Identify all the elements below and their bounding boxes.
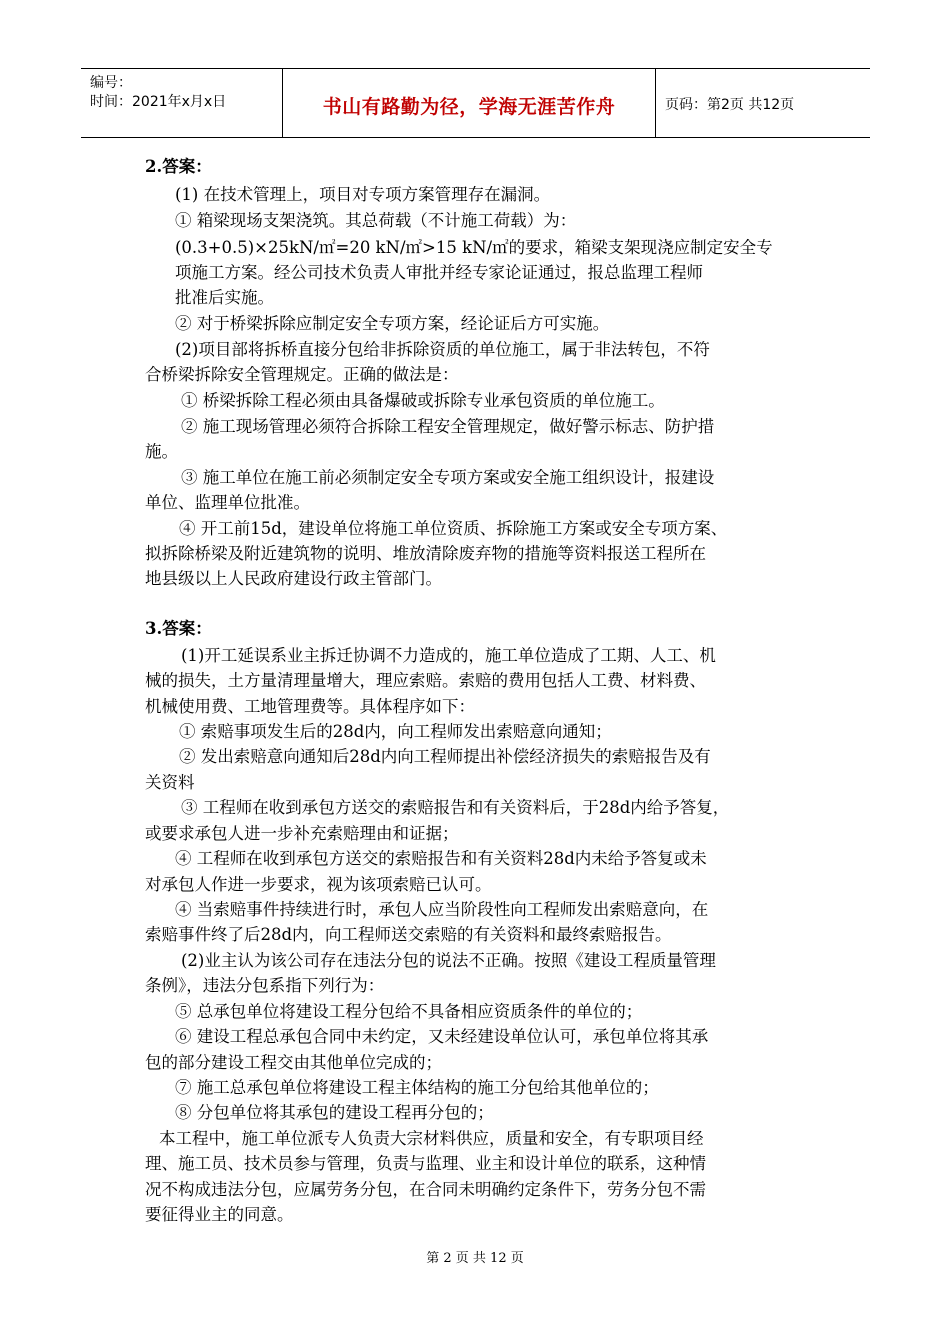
paragraph-line: 施。 xyxy=(145,442,178,461)
paragraph-line: (1)开工延误系业主拆迁协调不力造成的，施工单位造成了工期、人工、机 xyxy=(181,646,716,665)
paragraph-line: 索赔事件终了后28d内，向工程师送交索赔的有关资料和最终索赔报告。 xyxy=(145,925,672,944)
page-code: 页码：第2页 共12页 xyxy=(665,97,795,113)
header-motto-cell xyxy=(282,69,656,137)
section-heading: 2.答案： xyxy=(145,157,212,176)
paragraph-line: 械的损失，土方量清理量增大，理应索赔。索赔的费用包括人工费、材料费、 xyxy=(145,671,706,690)
paragraph-line: ① 箱梁现场支架浇筑。其总荷载（不计施工荷载）为： xyxy=(175,211,577,230)
paragraph-line: (2)业主认为该公司存在违法分包的说法不正确。按照《建设工程质量管理 xyxy=(181,951,716,970)
paragraph-line: (1) 在技术管理上，项目对专项方案管理存在漏洞。 xyxy=(175,185,551,204)
paragraph-line: 单位、监理单位批准。 xyxy=(145,493,310,512)
paragraph-line: ② 发出索赔意向通知后28d内向工程师提出补偿经济损失的索赔报告及有 xyxy=(179,747,711,766)
paragraph-line: 项施工方案。经公司技术负责人审批并经专家论证通过，报总监理工程师 xyxy=(175,263,703,282)
paragraph-line: 或要求承包人进一步补充索赔理由和证据； xyxy=(145,824,459,843)
paragraph-line: ③ 施工单位在施工前必须制定安全专项方案或安全施工组织设计，报建设 xyxy=(181,468,715,487)
paragraph-line: ⑤ 总承包单位将建设工程分包给不具备相应资质条件的单位的； xyxy=(175,1002,643,1021)
section-heading: 3.答案： xyxy=(145,619,212,638)
paragraph-line: 理、施工员、技术员参与管理，负责与监理、业主和设计单位的联系，这种情 xyxy=(145,1154,706,1173)
paragraph-line: 对承包人作进一步要求，视为该项索赔已认可。 xyxy=(145,875,492,894)
paragraph-line: ① 桥梁拆除工程必须由具备爆破或拆除专业承包资质的单位施工。 xyxy=(181,391,665,410)
serial-label: 编号： xyxy=(90,75,132,91)
paragraph-line: ⑧ 分包单位将其承包的建设工程再分包的； xyxy=(175,1103,494,1122)
paragraph-line: 包的部分建设工程交由其他单位完成的； xyxy=(145,1053,442,1072)
paragraph-line: 条例》，违法分包系指下列行为： xyxy=(145,976,385,995)
motto: 书山有路勤为径，学海无涯苦作舟 xyxy=(322,96,616,118)
header-page-cell xyxy=(655,69,870,137)
paragraph-line: 合桥梁拆除安全管理规定。正确的做法是： xyxy=(145,365,459,384)
paragraph-line: 地县级以上人民政府建设行政主管部门。 xyxy=(145,569,442,588)
paragraph-line: ⑥ 建设工程总承包合同中未约定，又未经建设单位认可，承包单位将其承 xyxy=(175,1027,709,1046)
time-label: 时间：2021年x月x日 xyxy=(90,94,227,110)
paragraph-line: ② 对于桥梁拆除应制定安全专项方案，经论证后方可实施。 xyxy=(175,314,610,333)
paragraph-line: ③ 工程师在收到承包方送交的索赔报告和有关资料后，于28d内给予答复， xyxy=(181,798,730,817)
paragraph-line: 批准后实施。 xyxy=(175,288,274,307)
paragraph-line: 况不构成违法分包，应属劳务分包，在合同未明确约定条件下，劳务分包不需 xyxy=(145,1180,706,1199)
paragraph-line: 拟拆除桥梁及附近建筑物的说明、堆放清除废弃物的措施等资料报送工程所在 xyxy=(145,544,706,563)
page-header xyxy=(81,68,870,138)
paragraph-line: 要征得业主的同意。 xyxy=(145,1205,294,1224)
paragraph-line: ④ 当索赔事件持续进行时，承包人应当阶段性向工程师发出索赔意向，在 xyxy=(175,900,709,919)
paragraph-line: 本工程中，施工单位派专人负责大宗材料供应，质量和安全，有专职项目经 xyxy=(159,1129,704,1148)
paragraph-line: 机械使用费、工地管理费等。具体程序如下： xyxy=(145,697,475,716)
paragraph-line: ① 索赔事项发生后的28d内，向工程师发出索赔意向通知； xyxy=(179,722,612,741)
paragraph-line: ② 施工现场管理必须符合拆除工程安全管理规定，做好警示标志、防护措 xyxy=(181,417,715,436)
page-footer: 第 2 页 共 12 页 xyxy=(426,1251,524,1266)
paragraph-line: 关资料 xyxy=(145,773,195,792)
paragraph-line: ④ 工程师在收到承包方送交的索赔报告和有关资料28d内未给予答复或未 xyxy=(175,849,707,868)
paragraph-line: ④ 开工前15d，建设单位将施工单位资质、拆除施工方案或安全专项方案、 xyxy=(179,519,728,538)
paragraph-line: ⑦ 施工总承包单位将建设工程主体结构的施工分包给其他单位的； xyxy=(175,1078,659,1097)
header-info-cell xyxy=(81,69,282,137)
paragraph-line: (2)项目部将拆桥直接分包给非拆除资质的单位施工，属于非法转包，不符 xyxy=(175,340,710,359)
paragraph-line: (0.3+0.5)×25kN/㎡=20 kN/㎡>15 kN/㎡的要求，箱梁支架现浇应制定安全专 xyxy=(175,238,773,257)
